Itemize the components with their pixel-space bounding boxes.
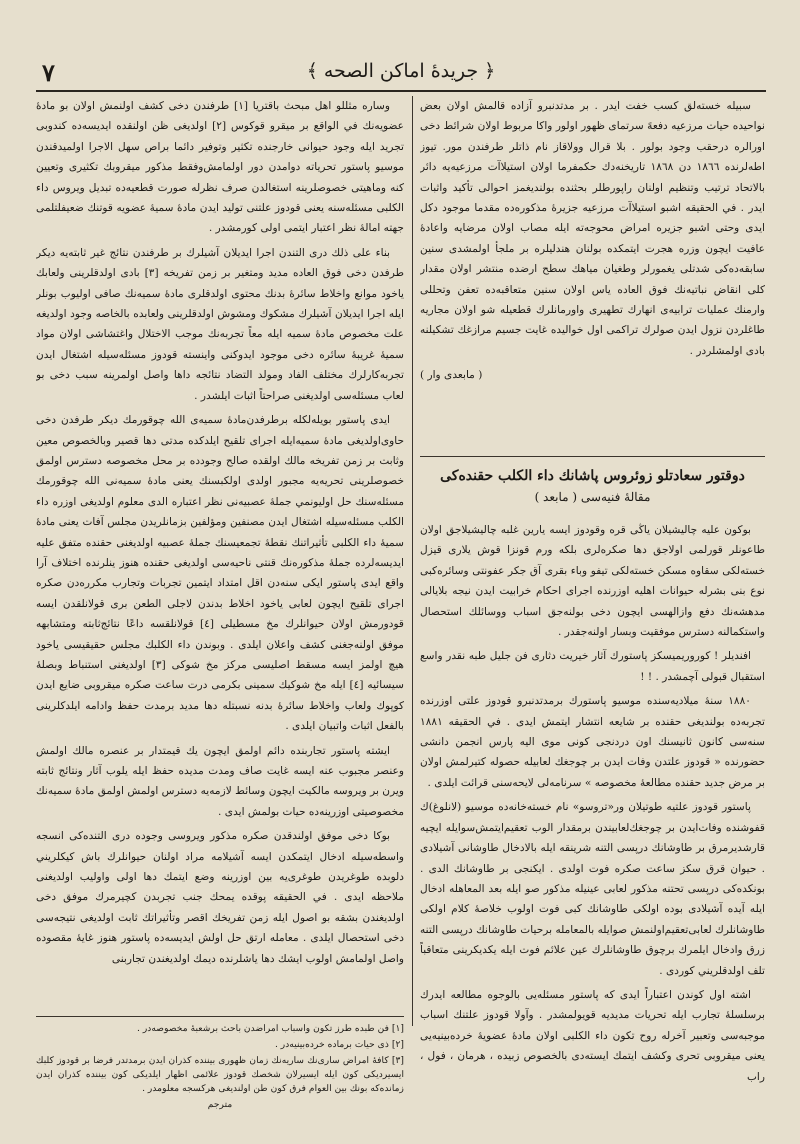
paragraph: اشته اول كوندن اعتباراً ايدى كه پاستور مسئله‌يى بالوجوه مطالعه ايدرك برسلسلهٔ تجارب ايله تحريات مديديه قويولمشدر . وآولا قودوز علتنك اسباب موجبه‌سى وتعبير آخرله روح تكون داء الكلبى اولان مادهٔ عضويهٔ خرده‌بينيه‌يى يعنى ميقروبى تحرى وكشف ايتمك ايسته‌دى بالخصوص زبيده ، هرمان ، فول ، راب xyxy=(420,988,765,1083)
paragraph: وساره مثللو اهل مبحث باقتريا [١] طرفندن دخى كشف اولنمش اولان بو مادهٔ عضويه‌نك في الواقع بر ميقرو قوكوس [٢] اولديغى ظن اولنقده ايديسه‌ده كندوبى تجريد ايله وجود حيوانى خارجنده تكثير وتوفير دائما براص سهل الاجرا اولميدقندن موسيو پاستور تحرياته دوامدن دور اولمامش‌وفقط مذكور ميقروبك تكثيرى وتعيين كنه وماهيتى خصوصلرينه استغالدن صرف نظرله صورت قطعيه‌ده تبديل ويروس داء الكلبى مسئله‌سنه يعنى قودوز علتنى توليد ايدن مادهٔ سميهٔ عضويه قوتنك ضعيفلتلمى جهته امالهٔ نظر اعتبار ايتمى اولى كورمشدر . xyxy=(36,100,404,235)
footnote: [١] فن طبده طرز تكون واسباب امراضدن باحث برشعبهٔ مخصوصه‌در . xyxy=(137,1023,404,1034)
paragraph: ١٨٨٠ سنهٔ ميلاديه‌سنده موسيو پاستورك برمدتدنبرو قودوز علتى اوزرنده تجربه‌ده بولنديغى حقنده بر شايعه انتشار ايتمش ايدى . في الحقيقه ١٨٨١ سنه‌سى كانون ثانيسنك اون دردنجى كونى موى اليه پارس انجمن دانشى حضورنده « قودوز علتدن وفات ايدن بر چوجغك لعابيله حصوله كتيرلمش اولان بر مرض جديد حقنده مطالعهٔ مخصوصه » سرنامه‌لى لايحه‌سنى قرائت ايلدى . xyxy=(420,695,765,789)
right-column xyxy=(420,96,765,446)
footnote-signature: مترجم xyxy=(207,1099,233,1110)
footnote: [٢] ذى حيات برماده خرده‌بينيه‌در . xyxy=(274,1039,404,1050)
column-divider xyxy=(412,96,413,1026)
paragraph: بوكون عليه چاليشيلان ياڭى قره وقودوز ايسه يارين غلبه چاليشيلاجق اولان طاعونلر قورلمى اولاجق دها صكره‌لرى بلكه ورم قونزا قوش يلارى قيزل خسته‌لكى سقاوه مسكن خسته‌لكى تيفو وباء بقرى آق جكر عفونتى وسائره‌كبى نوع بنى بشرله حيوانات اهليه اوزرنده اجراى احكام خرابيت ايدن نيجه بلايالى مدهشه‌نك دفع وازالهسى ايچون دخى بولنه‌جق اسباب ووسائلك استحصال واستكمالنه دسترس موفقيت وبسار اولنه‌جقدر . xyxy=(420,524,765,639)
paragraph: بناء على ذلك درى التندن اجرا ايديلان آشيلرك بر طرفندن نتائج غير ثابته‌يه ديكر طرفدن دخى فوق العاده مديد ومتغير بر زمن تفريخه [٣] بادى اولدقلرينى ولعابك ياخود موانع واخلاط سائرهٔ بدنك محتوى اولدقلرى مادهٔ سميه‌نك صافى اوليوب بونلر ايله اجرا ايديلان آشيلرك مشكوك ومشوش اولدقلرينى ولعابده بالخاصه وجود اولديغه علت مخصوص مادهٔ سميه ايله معاً تجربه‌نك موجب الاختلال واغتشاشى اولان مواد سميهٔ غريبهٔ سائره دخى موجود ايدوكنى واينسته قودوز مسئله‌سيله اشتغال ايدن تجربه‌كارلرك مختلف الفاد ومولد التضاد نتائجه داها واصل اولمرينه سبب دخى بو لعاب مسئله‌سى اولديغنى صراحتاً اثبات ايلشدر . xyxy=(36,246,404,402)
paragraph: ايدى پاستور بويله‌لكله برطرفدن‌مادهٔ سميه‌ى الله چوقورمك ديكر طرفدن دخى حاوى‌اولديغى مادهٔ سميه‌ايله اجراى تلقيح ايلدكده مدتى دها قصير وبالخصوص معين وثابت بر زمن تفريخه مالك اولقده صالح وجودده بر محل مخصوصه دسترس اولمق خصوصلرينى تحريه‌يه مجبور اولدى اولكبسنك يعنى مادهٔ سميه‌نى الله چوقورمك مسئله‌سنك حل اوليونمي جملهٔ عصبيه‌نى نظر اعتباره الدى معلوم اولديغى اوزره داء الكلب مسئله‌سيله اشتغال ايدن مصنفين ومؤلفين بزمانلريدن مجلس آفات يعنى مادهٔ سميهٔ داء الكلبى تأثيراتنك نقطهٔ تجمعيسنك جملهٔ عصبيه اولديغنى حقنده متفق عليه ايديسه‌لرده جملهٔ مذكوره‌نك قنتى ناحيه‌سى اولديغى حقنده هنوز ينلرنده اختلاف آرا واقع ايدى پاستور ايكى سنه‌دن اقل امتداد ايتمين تجربات وتجارب مكرره‌دن صكره اجراى تلقيح ايچون لعابى ياخود اخلاط بدندن لاجلى الطعن برى قولانلقدن ايسه قودورمش اولان حيوانلرك مخ مسطيلى [٤] قولانلقسه داعًا نتائج‌ثابته ومتشابهه موفق اولنه‌جغنى كشف واعلان ايلدى . وبوندن داء الكلبك مجلس حقيقيسى ياخود هيچ اولمز ايسه مسقط اصليسى مركز مخ شوكى [٣] اولديغنى استنباط وبصلهٔ سيسائيه [٤] ايله مخ شوكيك سمينى بكرمى درت ساعت صكره ميقروبى ضايع ايدن كوپوك ولعاب واخلاط سائرهٔ بدنه نسبتله دها مديد برمدت حفظ وادامه ايلدكلرينى بالفعل اثبات واتبيان ايلدى . xyxy=(36,414,404,733)
left-column xyxy=(36,96,404,1011)
footnote-divider xyxy=(36,1016,404,1017)
continued-note: ( مابعدى وار ) xyxy=(420,369,483,382)
footnotes xyxy=(36,1022,404,1122)
paragraph: بوكا دخى موفق اولندقدن صكره مذكور ويروسى وجوده درى التنده‌كى انسجه واسطه‌سيله ادخال ايتمكدن ايسه آشيلامه مراد اولنان حيوانلرك باش كيكلريني دلوبده طوغريدن طوغرى‌يه بين اوزرينه وضع ايتمك دها اولى واوليب اولديغنى ملاحظه ايدى . في الحقيقه پوقده يمحك جنب تجربدن كچيرمرك موفق دخى اولديغندن بشقه بو اصول ايله زمن تفريخك اقصر وتأثيراتك ثابت اولديغى نتيجه‌سى دخى استحصال ايلدى . معامله ارتق حل اولش ايديسه‌ده پاستور هنوز غايهٔ مقصوده واصل اولمامش اولوب ايشك دها ياشلرنده ديمك اولديغندن تجاربنى xyxy=(36,830,404,965)
article-heading xyxy=(420,456,765,507)
paragraph: سبيله خسته‌لق كسب خفت ايدر . بر مدتدنبرو آزاده قالمش اولان بعض نواحيده حيات مرزعيه دفعهً سرتماى ظهور اولور واكا مربوط اولان شرائط دخى اورالره درحقب وجود بولور . بلا قرال وولاقاز نام ذاتلر طرفندن مور. تيوز اطه‌لرنده ١٨٦٦ دن ١٨٦٨ تاريخنه‌دك حكمفرما اولان استيلاآت مرزعيه‌يه دائر بالاتحاد ترتيب وتنظيم اولنان راپورطلر بحثنده بولنديغمز احوالى تأكيد واثبات ايدر . في الحقيقه اشبو استيلاآت مرزعيه جزيرهٔ مذكوره‌ده مقدما موجود دكل ايدى وحتى اشبو جزيره امراض محوجه‌ته ايله مصاب اولان مرضايه واعادهٔ عافيت ايچون وزره هجرت ايتمكده بولنان هندليلره بر ملجأ اولمشدى سنين سابقه‌ده‌كى شدتلى يغمورلر وطغيان مياهك سطح ارضده منتشر اولان مقدار كلى انقاض نباتيه‌نك فوق العاده ياس اولان سنين متعاقبه‌ده تعفن وتحللى وارمنك عمليات ترابيه‌ى انهارك تطهيرى واورمانلرك قطعيله شو اولان مجاريه طاغلردن نزول ايدن صولرك تراكمى اول خواليده غايت جسيم مرازغك تشكيلنه بادى اولمشلردر . xyxy=(420,100,765,357)
article-title: دوقتور سعادتلو زوئروس پاشانك داء الكلب حقنده‌كى xyxy=(440,468,745,484)
article-subtitle: مقالهٔ فنيه‌سى ( مابعد ) xyxy=(534,490,651,504)
paragraph: ايشته پاستور تجاربنده دائم اولمق ايچون يك قيمتدار بر عنصره مالك اولمش وعنصر مجبوب عنه ايسه غايت صاف ومدت مديده حفظ ايله يلوب آثار ونتائج ثابته ويرن بر ويروسه مالكيت ايچون وسائط لازمه‌يه دسترس اولمش اولمق مادهٔ سميه‌نك مخصوصيتى اوزرينه‌ده حيات بولمش ايدى . xyxy=(36,744,404,818)
article-body xyxy=(420,520,765,1120)
paragraph: افنديلر ! كوروريميسكز پاستورك آثار خيريت دثارى فن جليل طبه نقدر واسع استقبال قبولى آچمشدر . ! ! xyxy=(420,650,765,683)
journal-title: ﴿ جريدهٔ اماكن الصحه ﴾ xyxy=(306,60,496,82)
footnote: [٣] كافهٔ امراض سارى‌نك ساريه‌نك زمان ظهورى بيننده كذران ايدن برمدتدر فرضا بر قودوز كلبك ايسيرديكى كون ايله ايسيرلان شخصك قودوز علائمى اظهار ايلديكى كون بيننده كذران ايدن زمانده‌كه بونك بين العوام فرق كون طن اولنديغى هركسجه معلومدر . xyxy=(36,1055,404,1094)
page-header xyxy=(36,56,766,92)
page-number: ٧ xyxy=(42,58,55,87)
paragraph: پاستور قودوز علتيه طوتيلان ور«تروسو» نام خسته‌خانه‌ده موسيو (لانلوغ)ك قفوشنده وفات‌ايدن بر چوجغك‌لعابيندن برمقدار الوب تعقيم‌ايتمش‌سوايله ايچيه قارشديرمرق بر طاوشانك درپسى التنه شرينقه ايله بالادخال طاوشانى آشيلادى . حيوان قرق سكز ساعت صكره فوت اولدى . ايكنجى بر طاوشانك الدى . بونكده‌كى درپسى تحتنه مذكور لعابى عينيله مذكور صو ايله بعد المعاهله ادخال ايله آيده آشيلادى بوده اولكى طاوشانك كبى فوت اولوب خلاصهٔ كلام اولكى طاوشانلرك لعابى‌تعقيم‌اولنمش صوايله بالمعامله برحيات طاوشانك درپسى التنه زرق وادخال ايلمرك برچوق طاوشانلرك عين علائم فوت ايله يكديكرينى متعاقباً تلف اولدقلريني كوردى . xyxy=(420,801,765,977)
